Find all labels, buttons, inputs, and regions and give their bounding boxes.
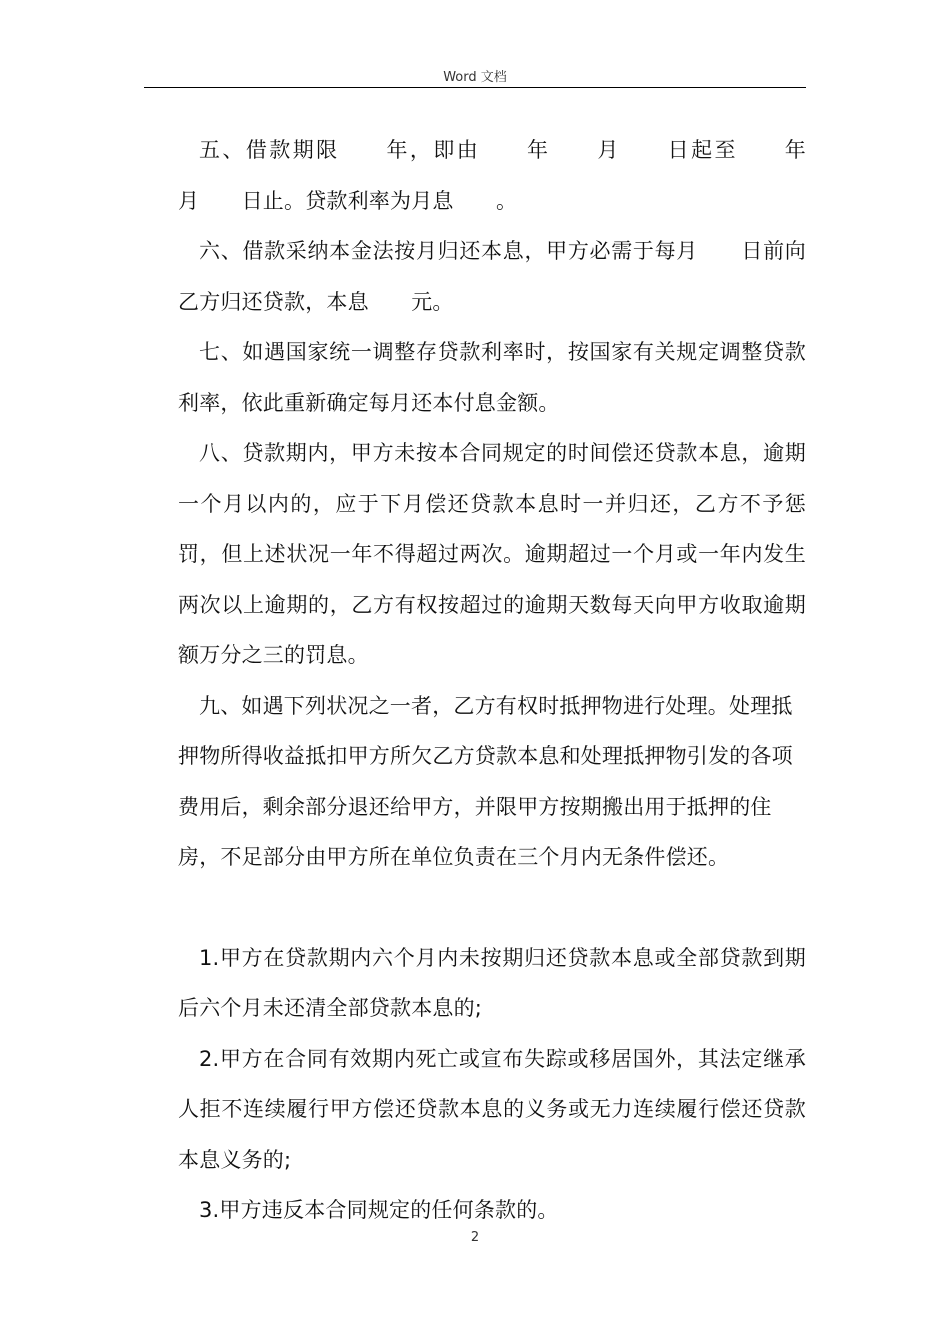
condition-2-paragraph: 2.甲方在合同有效期内死亡或宣布失踪或移居国外，其法定继承人拒不连续履行甲方偿还贷款本息的义务或无力连续履行偿还贷款本息义务的;	[178, 1046, 806, 1172]
condition-3-paragraph: 3.甲方违反本合同规定的任何条款的。	[199, 1198, 559, 1222]
paragraph-gap	[178, 883, 806, 933]
page-number: 2	[470, 1230, 480, 1245]
page-header: Word 文档	[443, 70, 507, 85]
document-body	[178, 125, 849, 1236]
clause-7-paragraph: 七、如遇国家统一调整存贷款利率时，按国家有关规定调整贷款利率，依此重新确定每月还本付息金额。	[178, 340, 806, 415]
header-rule	[144, 87, 806, 88]
clause-6-paragraph: 六、借款采纳本金法按月归还本息，甲方必需于每月 日前向乙方归还贷款，本息 元。	[178, 239, 806, 314]
clause-8-paragraph: 八、贷款期内，甲方未按本合同规定的时间偿还贷款本息，逾期一个月以内的，应于下月偿还贷款本息时一并归还，乙方不予惩罚，但上述状况一年不得超过两次。逾期超过一个月或一年内发生两次以上逾期的，乙方有权按超过的逾期天数每天向甲方收取逾期额万分之三的罚息。	[178, 441, 806, 667]
clause-9-paragraph: 九、如遇下列状况之一者，乙方有权时抵押物进行处理。处理抵押物所得收益抵扣甲方所欠乙方贷款本息和处理抵押物引发的各项费用后，剩余部分退还给甲方，并限甲方按期搬出用于抵押的住房，不足部分由甲方所在单位负责在三个月内无条件偿还。	[178, 693, 793, 869]
clause-5-paragraph: 五、借款期限 年，即由 年 月 日起至 年 月 日止。贷款利率为月息 。	[178, 138, 849, 213]
condition-1-paragraph: 1.甲方在贷款期内六个月内未按期归还贷款本息或全部贷款到期后六个月未还清全部贷款本息的;	[178, 945, 806, 1020]
